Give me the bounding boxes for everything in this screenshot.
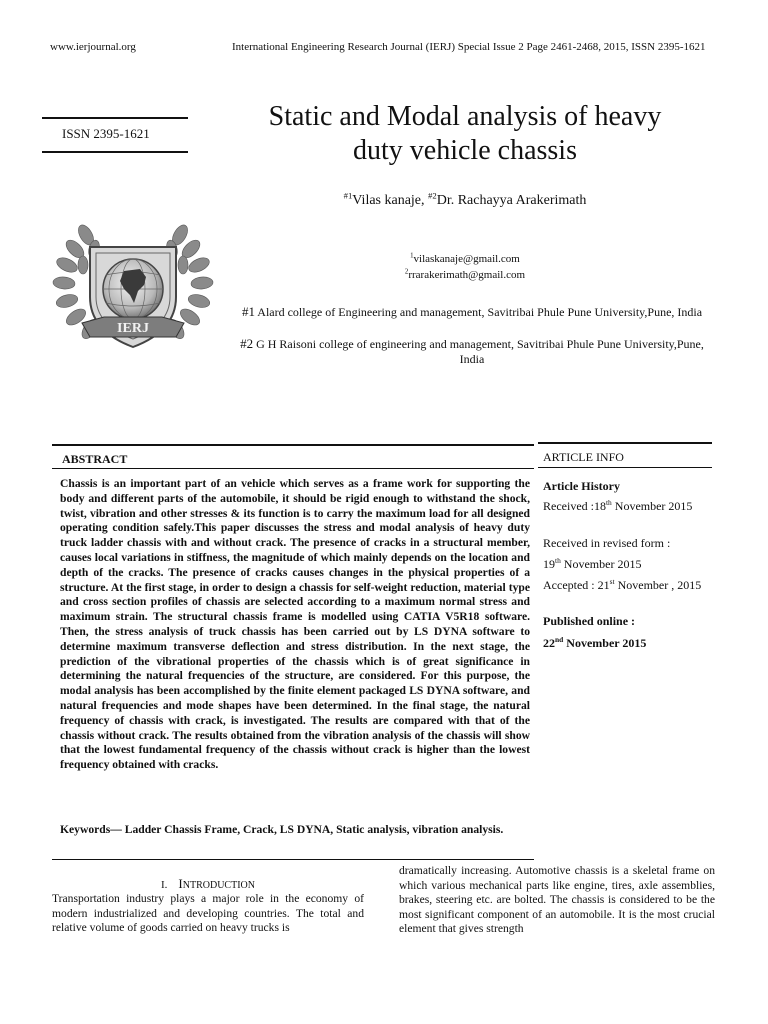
title-line-2: duty vehicle chassis: [353, 135, 577, 166]
article-info-heading: ARTICLE INFO: [543, 450, 624, 464]
issn-bottom-rule: [42, 151, 188, 153]
email1-link[interactable]: vilaskanaje@gmail.com: [413, 253, 520, 265]
issn-top-rule: [42, 117, 188, 119]
revised-sup: th: [555, 556, 561, 565]
email2-link[interactable]: rrarakerimath@gmail.com: [408, 269, 526, 281]
introduction-rest: NTRODUCTION: [182, 880, 255, 891]
accepted-suffix: November , 2015: [614, 578, 702, 592]
accepted-date: [543, 578, 709, 593]
introduction-right-column: dramatically increasing. Automotive chassis is a skeletal frame on which various mechanical parts like engine, tires, axle assemblies, brakes, steering etc. are bolted. The chassis is considered to be the most significant component of an automobile. It is the most crucial element that gives strength: [399, 864, 715, 935]
affiliation-2: [232, 336, 712, 367]
accepted-prefix: Accepted : 21: [543, 578, 610, 592]
revised-day: 19: [543, 557, 555, 571]
logo-text: IERJ: [117, 321, 149, 336]
abstract-top-rule: [52, 444, 534, 446]
published-online-label: Published online :: [543, 614, 636, 628]
author1-mark: #1: [343, 190, 353, 201]
laurel-globe-india-logo-icon: [50, 205, 216, 355]
author2-mark: #2: [428, 190, 437, 201]
revised-date: [543, 557, 709, 572]
received-date: [543, 499, 709, 514]
article-info-top-rule: [538, 442, 712, 444]
affiliation-2-text: G H Raisoni college of engineering and management, Savitribai Phule Pune University,Pune, India: [253, 337, 704, 366]
introduction-left-column: Transportation industry plays a major role in the economy of modern industrialized and developing countries. The total and relative volume of goods carried on heavy trucks is: [52, 892, 364, 934]
abstract-heading: ABSTRACT: [62, 452, 128, 466]
journal-website[interactable]: www.ierjournal.org: [50, 41, 136, 53]
revised-label: Received in revised form :: [543, 536, 671, 550]
affiliation-2-mark: #2: [240, 336, 254, 351]
received-prefix: Received :18: [543, 499, 606, 513]
keywords: Keywords— Ladder Chassis Frame, Crack, LS DYNA, Static analysis, vibration analysis.: [60, 823, 504, 836]
title-line-1: Static and Modal analysis of heavy: [268, 101, 662, 132]
accepted-sup: st: [609, 577, 615, 586]
email2-mark: 2: [404, 268, 409, 276]
introduction-number: I.: [161, 879, 168, 891]
author1-name: Vilas kanaje,: [352, 193, 429, 208]
author-list: [232, 190, 698, 209]
published-day: 22: [543, 636, 555, 650]
affiliation-1-text: Alard college of Engineering and management, Savitribai Phule Pune University,Pune, India: [254, 305, 703, 319]
received-sup: th: [605, 498, 612, 507]
received-suffix: November 2015: [611, 499, 693, 513]
affiliation-1-mark: #1: [241, 304, 255, 319]
paper-title: [232, 100, 698, 168]
introduction-initial: I: [178, 876, 183, 891]
author2-name: Dr. Rachayya Arakerimath: [436, 193, 587, 208]
published-online-date: [543, 636, 709, 651]
journal-citation-line: International Engineering Research Journal (IERJ) Special Issue 2 Page 2461-2468, 2015, ISSN 2395-1621: [232, 41, 706, 53]
article-info-mid-rule: [538, 467, 712, 468]
issn-label: ISSN 2395-1621: [62, 126, 150, 141]
email1-mark: 1: [410, 252, 414, 260]
published-sup: nd: [555, 635, 564, 644]
abstract-mid-rule: [52, 468, 534, 469]
published-suffix: November 2015: [563, 636, 647, 650]
affiliation-1: [232, 304, 712, 320]
introduction-heading: [52, 876, 364, 892]
revised-suffix: November 2015: [560, 557, 642, 571]
author-emails: [232, 251, 698, 283]
abstract-body: Chassis is an important part of an vehicle which serves as a frame work for supporting the body and different parts of the automobile, it should be rigid enough to withstand the shock, twist, vibration and other stresses & its function is to carry the maximum load for all designed operating condition safely.This paper discusses the stress and modal analysis of heavy duty truck ladder chassis with and without crack. The presence of cracks in a structural member, causes local variations in stiffness, the magnitude of which mainly depends on the location and depth of the cracks. The presence of cracks causes changes in the physical properties of a structure. At the first stage, in order to design a chassis for self-weight reduction, material type and cross section profiles of chassis are selected according to a maximum normal stress and maximum strain. The structural chassis frame is modelled using CATIA V5R18 software. Then, the stress analysis of truck chassis has been carried out by LS DYNA software to determine maximum transverse deflection and stress distribution. In the next stage, the prediction of the vibrational properties of the chassis which is of great significance in determining the natural frequencies of the structure, are considered. For this purpose, the modal analysis has been accomplished by the finite element packaged LS DYNA software, and natural frequencies and mode shapes have been determined. In the final stage, the natural frequency of chassis with crack, is investigated. The results are compared with that of the chassis without crack. The results obtained from the vibration analysis of the chassis will show that the lowest fundamental frequency of the chassis without crack is higher than the lowest frequency obtained with cracks.: [60, 477, 530, 772]
article-history-label: Article History: [543, 479, 620, 493]
abstract-bottom-rule: [52, 859, 534, 860]
journal-logo: [50, 205, 216, 355]
